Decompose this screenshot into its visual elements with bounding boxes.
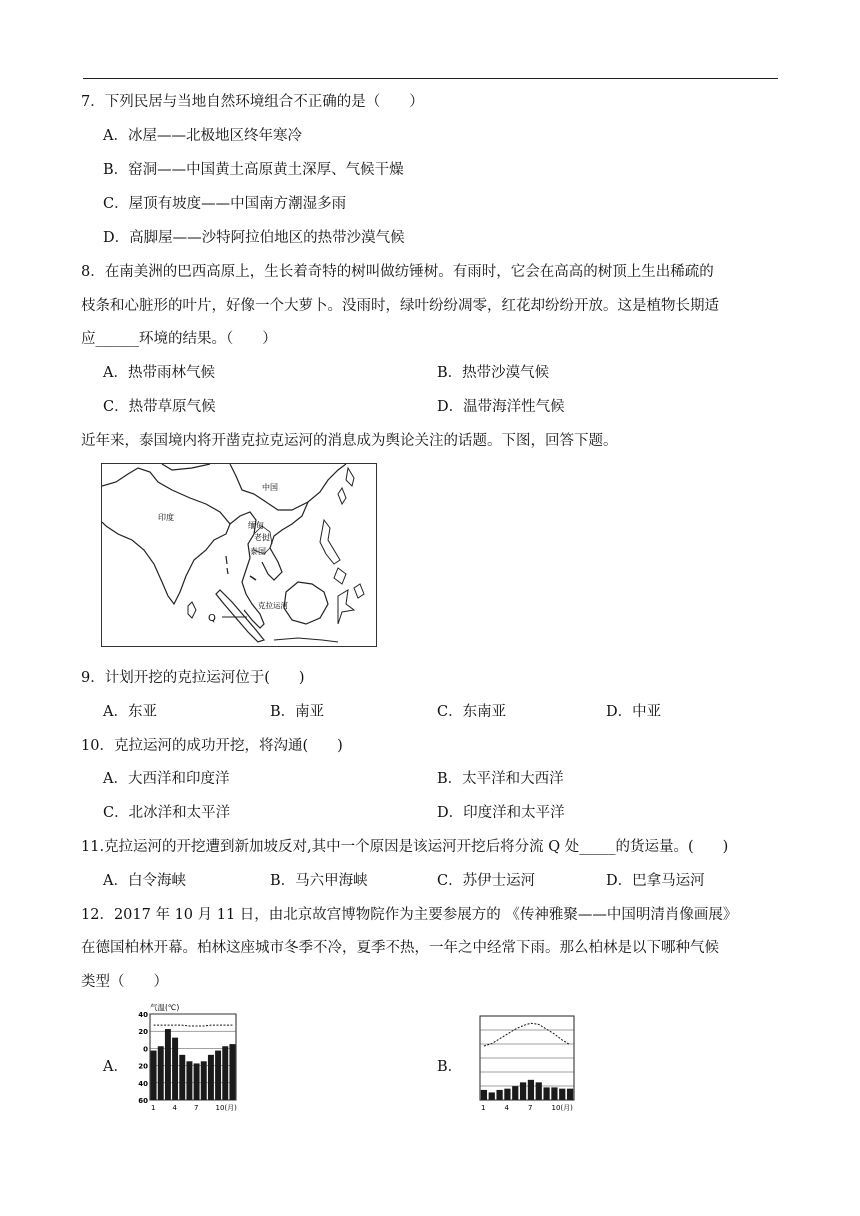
chart-a-bar	[186, 1061, 192, 1100]
chart-a-y-tick: 40	[138, 1011, 148, 1019]
chart-b-temperature-line	[484, 1023, 570, 1046]
chart-a-temperature-line	[154, 1025, 233, 1026]
q9-option-c[interactable]: C．东南亚	[437, 704, 507, 720]
q8-option-c[interactable]: C．热带草原气候	[103, 399, 216, 415]
q11-option-c[interactable]: C．苏伊士运河	[437, 873, 536, 889]
chart-b-bar	[512, 1086, 518, 1100]
chart-b-x-tick: 1	[481, 1104, 486, 1112]
chart-b-x-tick: 7	[528, 1104, 533, 1112]
q12-stem-line-1: 12．2017 年 10 月 11 日，由北京故宫博物院作为主要参展方的 《传神雅聚——中国明清肖像画展》	[81, 907, 738, 923]
q10-option-b[interactable]: B．太平洋和大西洋	[437, 771, 564, 787]
q7-option-a[interactable]: A．冰屋——北极地区终年寒冷	[103, 128, 302, 144]
q7-option-b[interactable]: B．窑洞——中国黄土高原黄土深厚、气候干燥	[103, 162, 404, 178]
chart-b-bar	[559, 1089, 565, 1100]
map-label-thailand: 泰国	[250, 547, 266, 556]
q9-option-b[interactable]: B．南亚	[270, 704, 325, 720]
chart-a-title: 气温(℃)	[150, 1003, 180, 1012]
q8-option-b[interactable]: B．热带沙漠气候	[437, 365, 550, 381]
chart-a-bar	[229, 1044, 235, 1100]
climate-chart-a[interactable]	[128, 1000, 250, 1118]
chart-b-bar	[543, 1087, 549, 1100]
chart-b-bar	[504, 1089, 510, 1100]
q11-option-a[interactable]: A．白令海峡	[103, 873, 186, 889]
q8-option-a[interactable]: A．热带雨林气候	[103, 365, 215, 381]
chart-b-bar	[567, 1089, 573, 1100]
southeast-asia-map	[101, 463, 377, 647]
q9-option-a[interactable]: A．东亚	[103, 704, 157, 720]
q10-stem: 10．克拉运河的成功开挖，将沟通( )	[81, 738, 343, 754]
chart-b-bar	[536, 1082, 542, 1100]
canal-intro: 近年来，泰国境内将开凿克拉克运河的消息成为舆论关注的话题。下图，回答下题。	[81, 433, 618, 449]
map-label-china: 中国	[262, 483, 278, 492]
q8-stem-line-2: 枝条和心脏形的叶片，好像一个大萝卜。没雨时，绿叶纷纷凋零，红花却纷纷开放。这是植物长期适	[81, 298, 719, 314]
q10-option-a[interactable]: A．大西洋和印度洋	[103, 771, 230, 787]
q8-stem-line-1: 8．在南美洲的巴西高原上，生长着奇特的树叫做纺锤树。有雨时，它会在高高的树顶上生出稀疏的	[81, 264, 714, 280]
map-label-laos: 老挝	[254, 533, 270, 542]
q9-stem: 9．计划开挖的克拉运河位于( )	[81, 670, 305, 686]
map-label-india: 印度	[158, 513, 174, 522]
q11-option-d[interactable]: D．巴拿马运河	[606, 873, 705, 889]
chart-a-bar	[215, 1051, 221, 1100]
chart-a-bar	[208, 1055, 214, 1100]
chart-a-x-tick: 4	[172, 1104, 177, 1112]
chart-b-bar	[489, 1092, 495, 1100]
q9-option-d[interactable]: D．中亚	[606, 704, 662, 720]
map-label-myanmar: 缅甸	[248, 521, 264, 530]
chart-b-bar	[551, 1087, 557, 1100]
chart-a-y-tick: 20	[138, 1062, 148, 1071]
chart-a-bar	[179, 1055, 185, 1100]
chart-a-bar	[158, 1046, 164, 1100]
chart-b-x-tick: 10(月)	[551, 1104, 573, 1112]
chart-a-y-tick: 40	[138, 1079, 148, 1088]
chart-a-bar	[165, 1029, 171, 1100]
q11-option-b[interactable]: B．马六甲海峡	[270, 873, 368, 889]
chart-b-bar	[528, 1080, 534, 1100]
chart-a-y-tick: 20	[138, 1028, 148, 1037]
q12-stem-line-3: 类型（ ）	[81, 974, 168, 990]
q11-stem: 11.克拉运河的开挖遭到新加坡反对,其中一个原因是该运河开挖后将分流 Q 处_____的货运量。( )	[81, 839, 729, 855]
q10-option-c[interactable]: C．北冰洋和太平洋	[103, 805, 231, 821]
chart-b-bar	[496, 1090, 502, 1100]
header-rule	[83, 78, 778, 79]
q7-stem: 7．下列民居与当地自然环境组合不正确的是（ ）	[81, 94, 424, 110]
q7-option-d[interactable]: D．高脚屋——沙特阿拉伯地区的热带沙漠气候	[103, 230, 405, 246]
chart-a-bar	[201, 1061, 207, 1100]
q7-option-c[interactable]: C．屋顶有坡度——中国南方潮湿多雨	[103, 196, 347, 212]
chart-a-y-tick: 60	[138, 1097, 148, 1105]
q12-choice-b-label[interactable]: B．	[437, 1059, 463, 1075]
q10-option-d[interactable]: D．印度洋和太平洋	[437, 805, 565, 821]
chart-a-x-tick: 1	[151, 1104, 156, 1112]
chart-a-x-tick: 7	[194, 1104, 199, 1112]
chart-b-bar	[481, 1090, 487, 1100]
chart-b-x-tick: 4	[504, 1104, 509, 1112]
chart-b-bar	[520, 1082, 526, 1100]
q8-stem-line-3: 应______环境的结果。（ ）	[81, 331, 277, 347]
climate-chart-b[interactable]	[468, 1012, 586, 1118]
chart-a-bar	[222, 1046, 228, 1100]
chart-a-bar	[194, 1063, 200, 1100]
map-label-canal: 克拉运河	[258, 601, 288, 610]
chart-a-y-tick: 0	[143, 1045, 148, 1054]
q8-option-d[interactable]: D．温带海洋性气候	[437, 399, 565, 415]
chart-a-bar	[172, 1038, 178, 1100]
q12-choice-a-label[interactable]: A．	[103, 1059, 128, 1075]
q12-stem-line-2: 在德国柏林开幕。柏林这座城市冬季不冷，夏季不热，一年之中经常下雨。那么柏林是以下哪种气候	[81, 940, 719, 956]
chart-a-x-tick: 10(月)	[215, 1104, 237, 1112]
chart-a-bar	[151, 1051, 157, 1100]
map-label-q: Q	[208, 613, 216, 624]
